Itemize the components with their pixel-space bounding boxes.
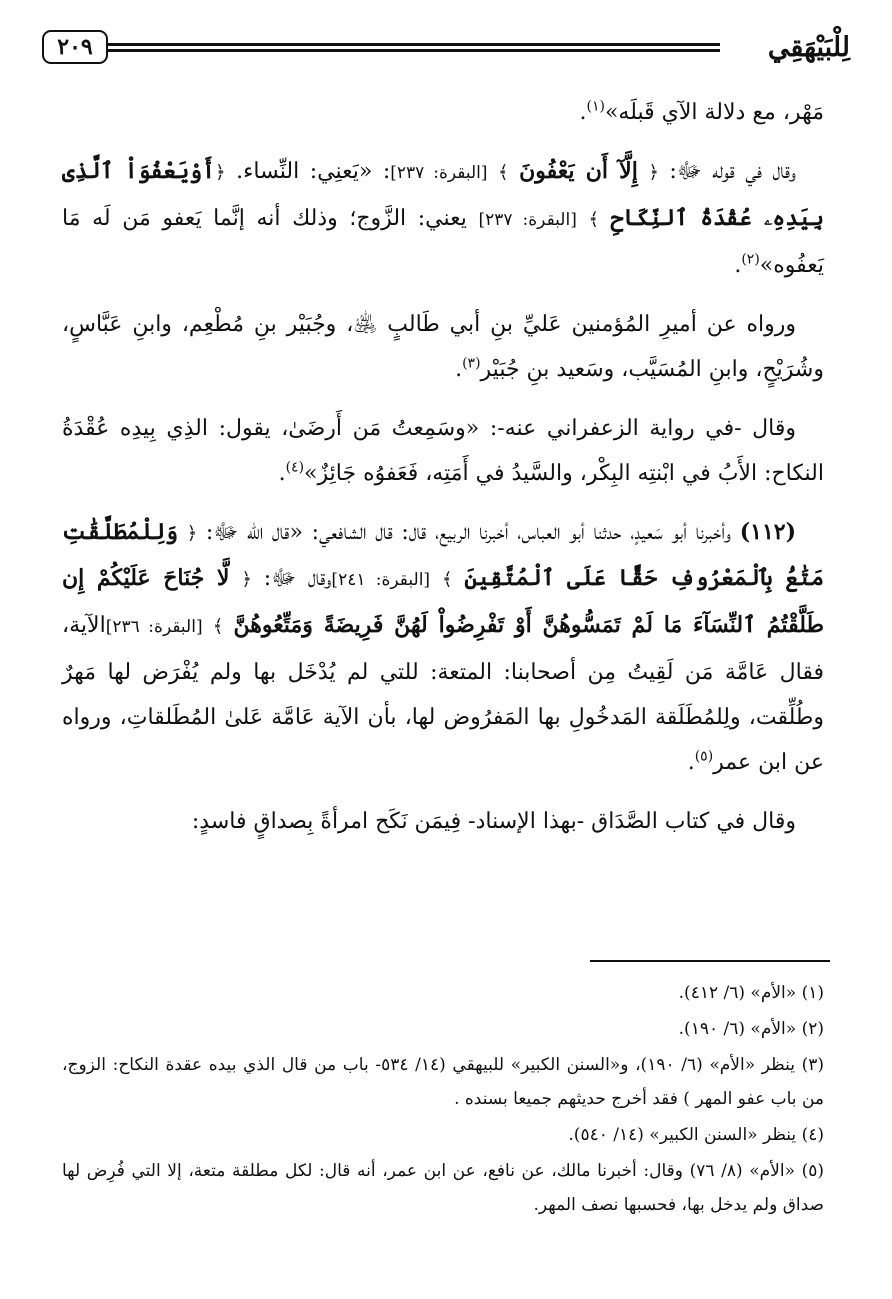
- ayah-open-ornament: ﴿: [186, 523, 198, 544]
- paragraph-2-text-a: وقال في قوله ﷻ:: [658, 159, 796, 184]
- quran-verse-1: إِلَّآ أَن يَعْفُونَ: [519, 158, 638, 184]
- paragraph-3-text: ورواه عن أميرِ المُؤمنين عَليِّ بنِ أبي طَالبٍ ﵁، وجُبَيْر بنِ مُطْعِم، وابنِ عَبَّاسٍ، وشُرَيْحٍ، وابنِ المُسَيَّب، وسَعيد بنِ جُبَيْر: [62, 312, 824, 382]
- footnotes: [62, 976, 824, 1224]
- footnote-ref-4[interactable]: (٤): [285, 459, 305, 476]
- footnote-ref-5[interactable]: (٥): [694, 748, 714, 765]
- paragraph-5-text-b: وقال ﷻ:: [251, 566, 332, 591]
- footnote-separator: [590, 960, 830, 962]
- paragraph-2-end: .: [734, 253, 742, 278]
- footnote-4: (٤) ينظر «السنن الكبير» (١٤/ ٥٤٠).: [568, 1125, 824, 1145]
- running-title: لِلْبَيْهَقِي: [767, 32, 850, 63]
- verse-reference-1: [البقرة: ٢٣٧]: [390, 163, 488, 183]
- paragraph-4-text: وقال -في رواية الزعفراني عنه-: «وسَمِعتُ مَن أَرضَىٰ، يقول: الذِي بِيدِه عُقْدَةُ النكاح: الأَبُ في ابْنتِه البِكْر، والسَّيدُ في أَمَتِه، فَعَفوُه جَائِزٌ»: [62, 416, 824, 486]
- main-text: [62, 90, 824, 858]
- paragraph-5-end: .: [687, 750, 695, 775]
- paragraph-4-end: .: [278, 461, 286, 486]
- paragraph-5: [62, 510, 824, 785]
- footnote-2: (٢) «الأم» (٦/ ١٩٠).: [678, 1019, 824, 1039]
- page-number-badge: ٢٠٩: [42, 30, 108, 64]
- paragraph-6-text: وقال في كتاب الصَّدَاق -بهذا الإسناد- فِيمَن نَكَح امرأةً بِصداقٍ فاسدٍ:: [191, 809, 796, 834]
- verse-reference-4: [البقرة: ٢٣٦]: [105, 617, 203, 637]
- header-double-rule: [108, 43, 720, 52]
- paragraph-2-text-c: يعني: الزَّوج؛ وذلك أنه إنَّما يَعفو مَن لَه مَا يَعفُوه»: [62, 206, 824, 278]
- paragraph-3: [62, 302, 824, 392]
- ayah-close-ornament: ﴾: [498, 162, 509, 183]
- ayah-close-ornament: ﴾: [588, 209, 599, 230]
- verse-reference-2: [البقرة: ٢٣٧]: [478, 210, 577, 230]
- quran-verse-3: وَلِلْمُطَلَّقَٰتِ مَتَٰعُۢ بِٱلْمَعْرُوفِ حَقًّا عَلَى ٱلْمُتَّقِينَ: [62, 519, 824, 591]
- ayah-close-ornament: ﴾: [441, 569, 453, 590]
- page-header: [42, 28, 850, 72]
- paragraph-1: [62, 90, 824, 135]
- paragraph-5-text-a: وأخبرنا أبو سَعيدٍ، حدثنا أبو العباس، أخبرنا الربيع، قال: قال الشافعي: «قال الله ﷻ:: [197, 520, 740, 545]
- hadith-number: (١١٢): [739, 519, 796, 545]
- paragraph-1-text: مَهْر، مع دلالة الآي قَبلَه»: [604, 100, 824, 125]
- ayah-open-ornament: ﴿: [241, 569, 252, 590]
- paragraph-5-text-c: الآية، فقال عَامَّة مَن لَقِيتُ مِن أصحابنا: المتعة: للتي لم يُدْخَل بها ولم يُفْرَض لها مَهرٌ وطُلِّقت، ولِلمُطَلَقة المَدخُولِ بها المَفرُوض لها، بأن الآية عَامَّة عَلىٰ المُطَلقاتِ، ورواه عن ابن عمر: [62, 613, 824, 775]
- paragraph-6: [62, 799, 824, 844]
- quran-verse-2: أَوْيَعْفُوَاْ ٱلَّذِى بِيَدِهِۦ عُقْدَةُ ٱلنِّكَاحِ: [62, 158, 824, 231]
- paragraph-3-end: .: [455, 357, 463, 382]
- ayah-open-ornament: ﴿: [648, 162, 659, 183]
- paragraph-2: [62, 149, 824, 288]
- footnote-1: (١) «الأم» (٦/ ٤١٢).: [678, 983, 824, 1003]
- quran-verse-4: لَّا جُنَاحَ عَلَيْكُمْ إِن طَلَّقْتُمُ ٱلنِّسَآءَ مَا لَمْ تَمَسُّوهُنَّ أَوْ تَفْرِضُواْ لَهُنَّ فَرِيضَةً وَمَتِّعُوهُنَّ: [62, 565, 824, 638]
- ayah-close-ornament: ﴾: [212, 616, 224, 637]
- paragraph-1-end: .: [579, 100, 587, 125]
- ayah-open-ornament: ﴿: [215, 162, 226, 183]
- footnote-3: (٣) ينظر «الأم» (٦/ ١٩٠)، و«السنن الكبير» للبيهقي (١٤/ ٥٣٤- باب من قال الذي بيده عقدة النكاح: الزوج، من باب عفو المهر ) فقد أخرج حديثهم جميعا بسنده .: [62, 1055, 824, 1109]
- verse-reference-3: [البقرة: ٢٤١]: [331, 570, 431, 590]
- footnote-ref-1[interactable]: (١): [586, 98, 605, 115]
- footnote-ref-3[interactable]: (٣): [462, 355, 481, 372]
- paragraph-4: [62, 406, 824, 496]
- footnote-ref-2[interactable]: (٢): [741, 251, 760, 268]
- footnote-5: (٥) «الأم» (٨/ ٧٦) وقال: أخبرنا مالك، عن نافع، عن ابن عمر، أنه قال: لكل مطلقة متعة، إلا التي فُرِض لها صداق ولم يدخل بها، فحسبها نصف المهر.: [62, 1161, 824, 1215]
- paragraph-2-text-b: : «يَعنِي: النِّساء.: [225, 159, 391, 184]
